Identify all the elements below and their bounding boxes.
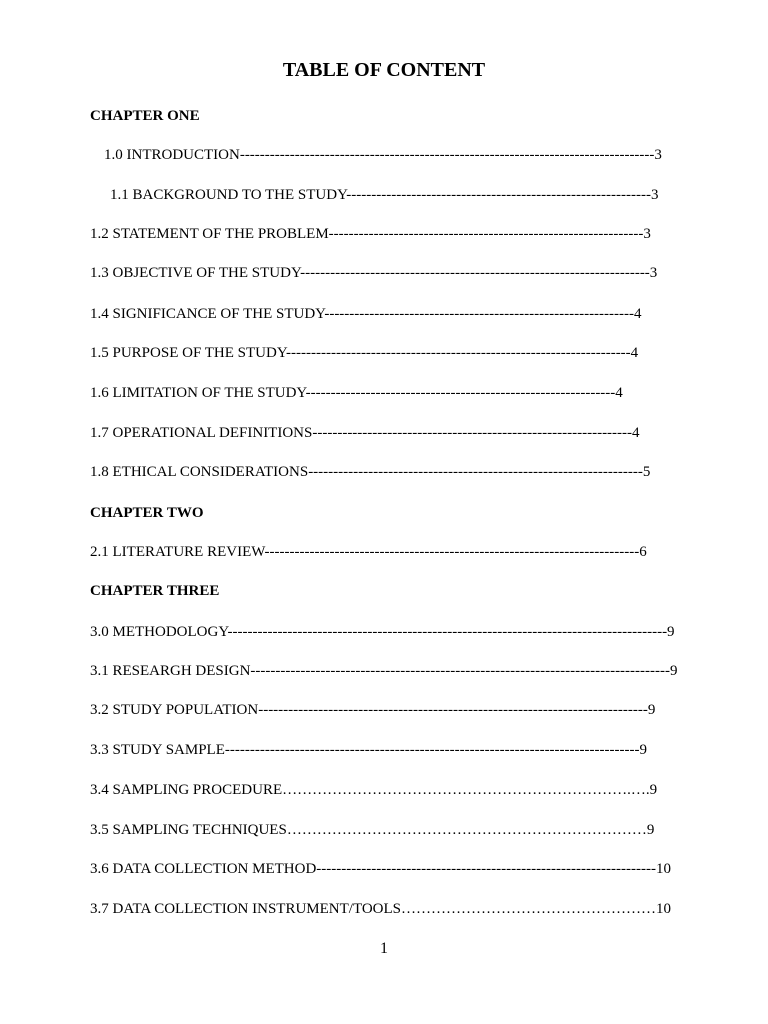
- toc-entry: 1.4 SIGNIFICANCE OF THE STUDY--------------------------------------------------------------4: [90, 306, 642, 322]
- toc-entry: 1.3 OBJECTIVE OF THE STUDY----------------------------------------------------------------------3: [90, 265, 658, 281]
- page-title: TABLE OF CONTENT: [282, 59, 486, 81]
- toc-entry: 3.5 SAMPLING TECHNIQUES………………………………………………………………9: [90, 822, 655, 838]
- toc-entry: 3.1 RESEARGH DESIGN------------------------------------------------------------------------------------9: [90, 663, 678, 679]
- chapter-heading: CHAPTER TWO: [90, 505, 204, 521]
- toc-entry: 3.4 SAMPLING PROCEDURE…………………………………………………………….….9: [90, 782, 658, 798]
- toc-entry: 1.1 BACKGROUND TO THE STUDY-------------------------------------------------------------3: [110, 187, 659, 203]
- page-number: 1: [380, 940, 388, 957]
- toc-entry: 3.3 STUDY SAMPLE-----------------------------------------------------------------------------------9: [90, 742, 647, 758]
- toc-entry: 1.5 PURPOSE OF THE STUDY---------------------------------------------------------------------4: [90, 345, 639, 361]
- toc-entry: 1.8 ETHICAL CONSIDERATIONS-------------------------------------------------------------------5: [90, 464, 651, 480]
- toc-entry: 1.6 LIMITATION OF THE STUDY--------------------------------------------------------------4: [90, 385, 623, 401]
- toc-entry: 3.0 METHODOLOGY----------------------------------------------------------------------------------------9: [90, 624, 675, 640]
- chapter-heading: CHAPTER ONE: [90, 108, 200, 124]
- toc-entry: 3.7 DATA COLLECTION INSTRUMENT/TOOLS……………………………………………10: [90, 901, 672, 917]
- toc-entry: 2.1 LITERATURE REVIEW---------------------------------------------------------------------------6: [90, 544, 647, 560]
- toc-entry: 1.0 INTRODUCTION-----------------------------------------------------------------------------------3: [104, 147, 662, 163]
- toc-entry: 1.2 STATEMENT OF THE PROBLEM---------------------------------------------------------------3: [90, 226, 651, 242]
- toc-entry: 1.7 OPERATIONAL DEFINITIONS----------------------------------------------------------------4: [90, 425, 640, 441]
- toc-entry: 3.6 DATA COLLECTION METHOD--------------------------------------------------------------------10: [90, 861, 671, 877]
- toc-entry: 3.2 STUDY POPULATION------------------------------------------------------------------------------9: [90, 702, 656, 718]
- chapter-heading: CHAPTER THREE: [90, 583, 220, 599]
